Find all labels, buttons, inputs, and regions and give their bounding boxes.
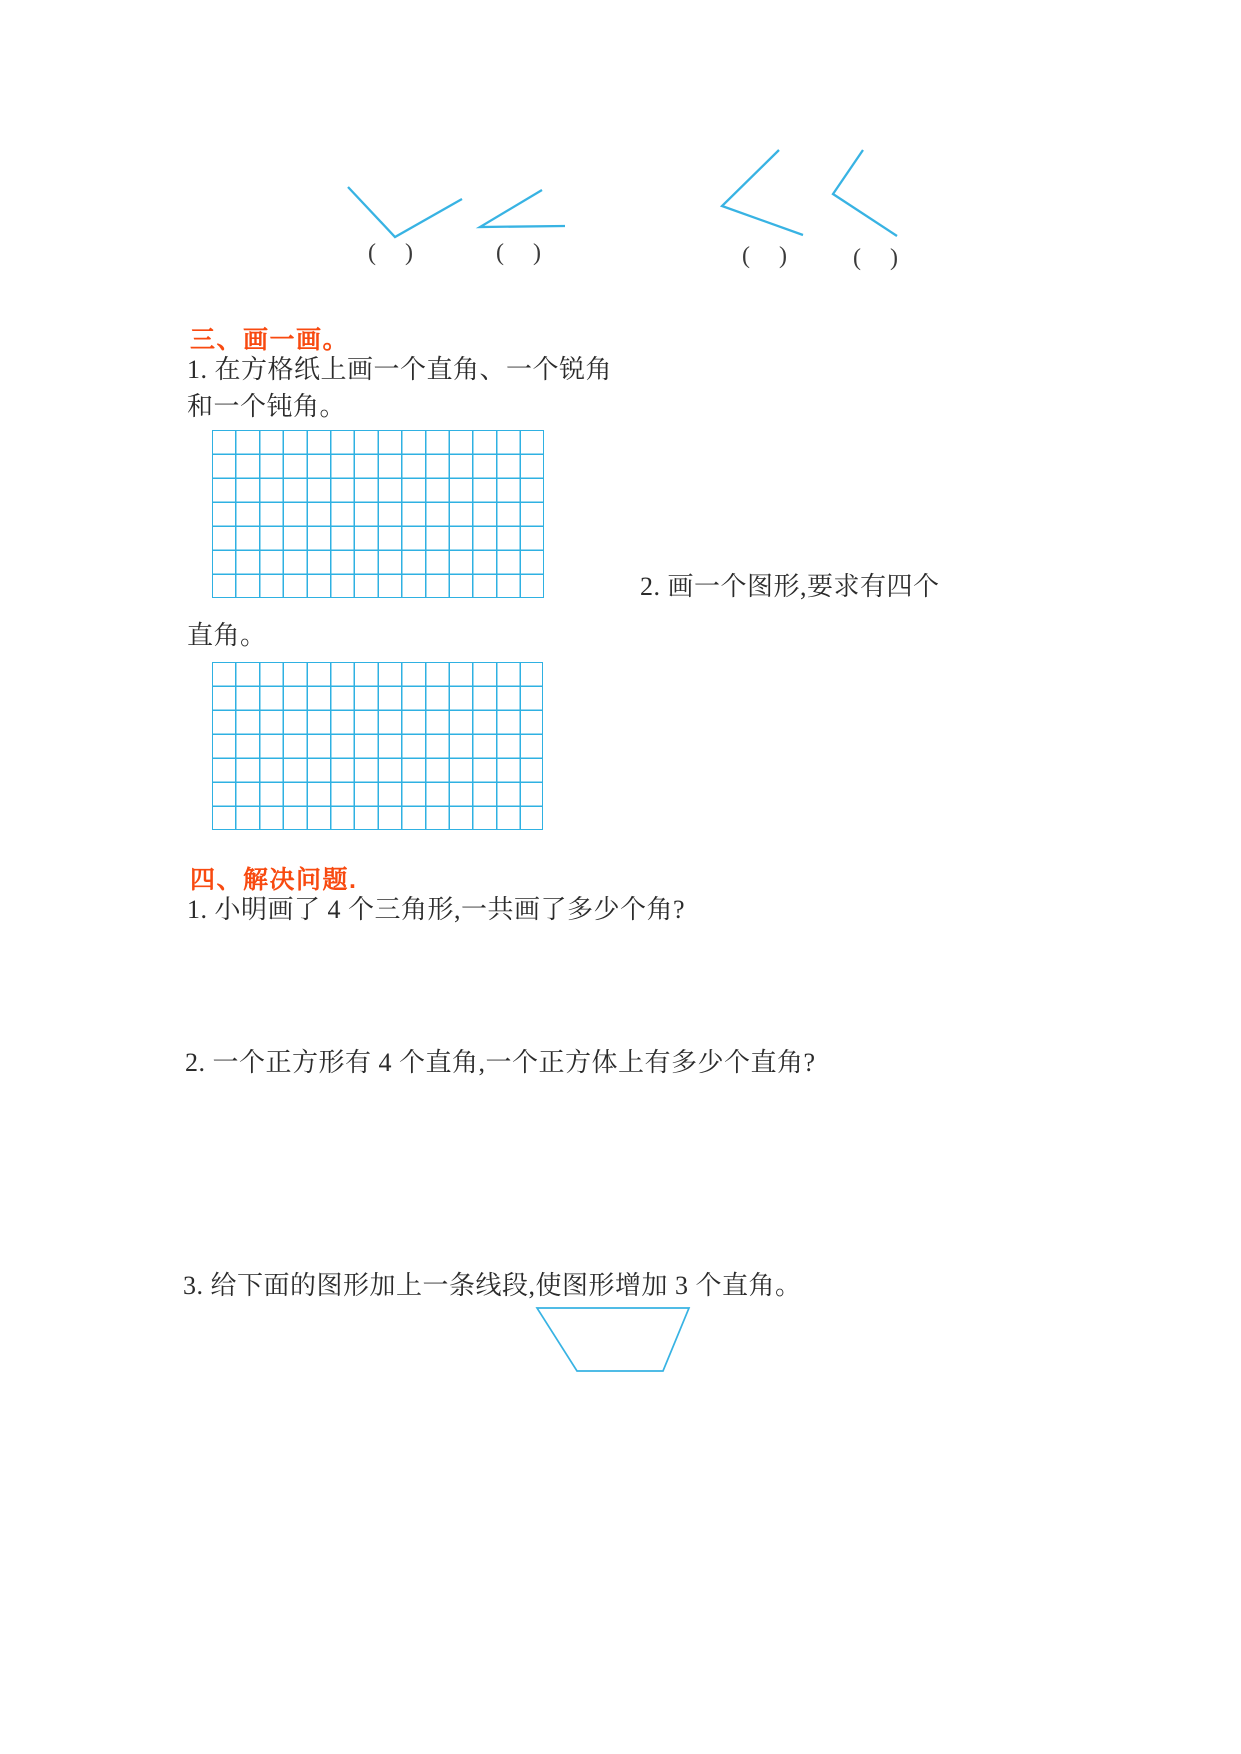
angle-figure-4 (833, 150, 897, 236)
answer-blank-3[interactable]: ( ) (742, 243, 788, 269)
section-three-heading: 三、画一画。 (190, 326, 350, 354)
angle-figures-row (330, 140, 910, 250)
answer-blank-1[interactable]: ( ) (368, 240, 414, 266)
answer-blank-4[interactable]: ( ) (853, 245, 899, 271)
section-three-item1-line2: 和一个钝角。 (187, 392, 347, 421)
drawing-grid-1[interactable] (212, 430, 544, 598)
section-four-question2: 2. 一个正方形有 4 个直角,一个正方体上有多少个直角? (185, 1048, 816, 1077)
angle-figure-2 (480, 190, 565, 227)
drawing-grid-2[interactable] (212, 662, 543, 830)
trapezoid-figure[interactable] (530, 1300, 700, 1380)
trapezoid-outline (537, 1308, 689, 1371)
section-three-item2-line1: 2. 画一个图形,要求有四个 (640, 572, 940, 601)
angle-figure-3 (722, 150, 803, 235)
section-three-item2-line2: 直角。 (187, 621, 267, 650)
section-three-item1-line1: 1. 在方格纸上画一个直角、一个锐角 (187, 355, 613, 384)
section-four-question3: 3. 给下面的图形加上一条线段,使图形增加 3 个直角。 (183, 1271, 802, 1300)
answer-blank-2[interactable]: ( ) (496, 240, 542, 266)
angle-figure-1 (348, 187, 462, 237)
section-four-heading: 四、解决问题. (190, 866, 358, 894)
section-four-question1: 1. 小明画了 4 个三角形,一共画了多少个角? (187, 895, 686, 924)
